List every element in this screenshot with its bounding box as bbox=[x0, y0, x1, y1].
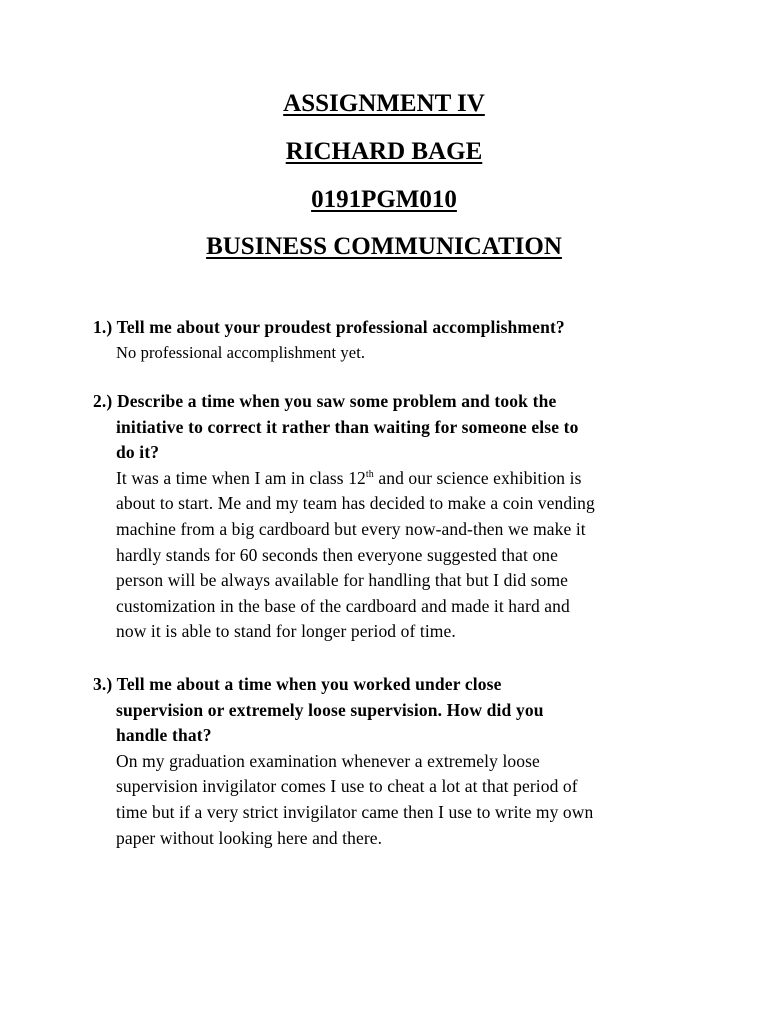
question-text-line: handle that? bbox=[116, 725, 212, 746]
question-block-3 bbox=[0, 672, 768, 851]
question-text-line: supervision or extremely loose supervision. How did you bbox=[116, 699, 544, 720]
answer-text-line: supervision invigilator comes I use to cheat a lot at that period of bbox=[116, 776, 578, 797]
superscript-th: th bbox=[365, 468, 374, 480]
question-text-line: Tell me about a time when you worked under close bbox=[116, 674, 502, 694]
subject-title: BUSINESS COMMUNICATION bbox=[206, 233, 562, 260]
question-block-1 bbox=[0, 315, 768, 365]
answer-text-line: customization in the base of the cardboard and made it hard and bbox=[116, 595, 570, 616]
question-2 bbox=[0, 389, 768, 466]
answer-text-segment: It was a time when I am in class 12 bbox=[116, 467, 366, 488]
answer-text-line: paper without looking here and there. bbox=[116, 827, 383, 848]
answer-text-line: On my graduation examination whenever a extremely loose bbox=[116, 750, 540, 771]
answer-text-line: time but if a very strict invigilator came then I use to write my own bbox=[116, 801, 594, 822]
question-number: 1.) bbox=[93, 317, 113, 337]
answer-text-line: hardly stands for 60 seconds then everyone suggested that one bbox=[116, 544, 559, 565]
question-text-line: do it? bbox=[116, 442, 160, 463]
answer-text-line: about to start. Me and my team has decided to make a coin vending bbox=[116, 493, 595, 514]
question-1 bbox=[0, 315, 768, 341]
question-block-2 bbox=[0, 389, 768, 645]
question-text-line: Tell me about your proudest professional accomplishment? bbox=[116, 317, 565, 337]
question-number: 2.) bbox=[93, 391, 113, 411]
answer-3 bbox=[0, 749, 768, 851]
answer-text-line bbox=[116, 466, 768, 492]
question-text-line: Describe a time when you saw some problem and took the bbox=[116, 391, 557, 411]
answer-text-segment: and our science exhibition is bbox=[373, 467, 582, 488]
answer-text-line: machine from a big cardboard but every now-and-then we make it bbox=[116, 518, 586, 539]
answer-text-line: now it is able to stand for longer period of time. bbox=[116, 621, 456, 642]
answer-text-line: No professional accomplishment yet. bbox=[116, 342, 366, 362]
question-text-line: initiative to correct it rather than waiting for someone else to bbox=[116, 416, 579, 437]
roll-number: 0191PGM010 bbox=[311, 186, 457, 213]
answer-text-line: person will be always available for handling that but I did some bbox=[116, 570, 569, 591]
answer-2 bbox=[0, 466, 768, 645]
student-name: RICHARD BAGE bbox=[285, 138, 483, 165]
question-number: 3.) bbox=[93, 674, 113, 694]
answer-1 bbox=[0, 341, 768, 365]
assignment-title: ASSIGNMENT IV bbox=[283, 90, 485, 117]
question-3 bbox=[0, 672, 768, 749]
